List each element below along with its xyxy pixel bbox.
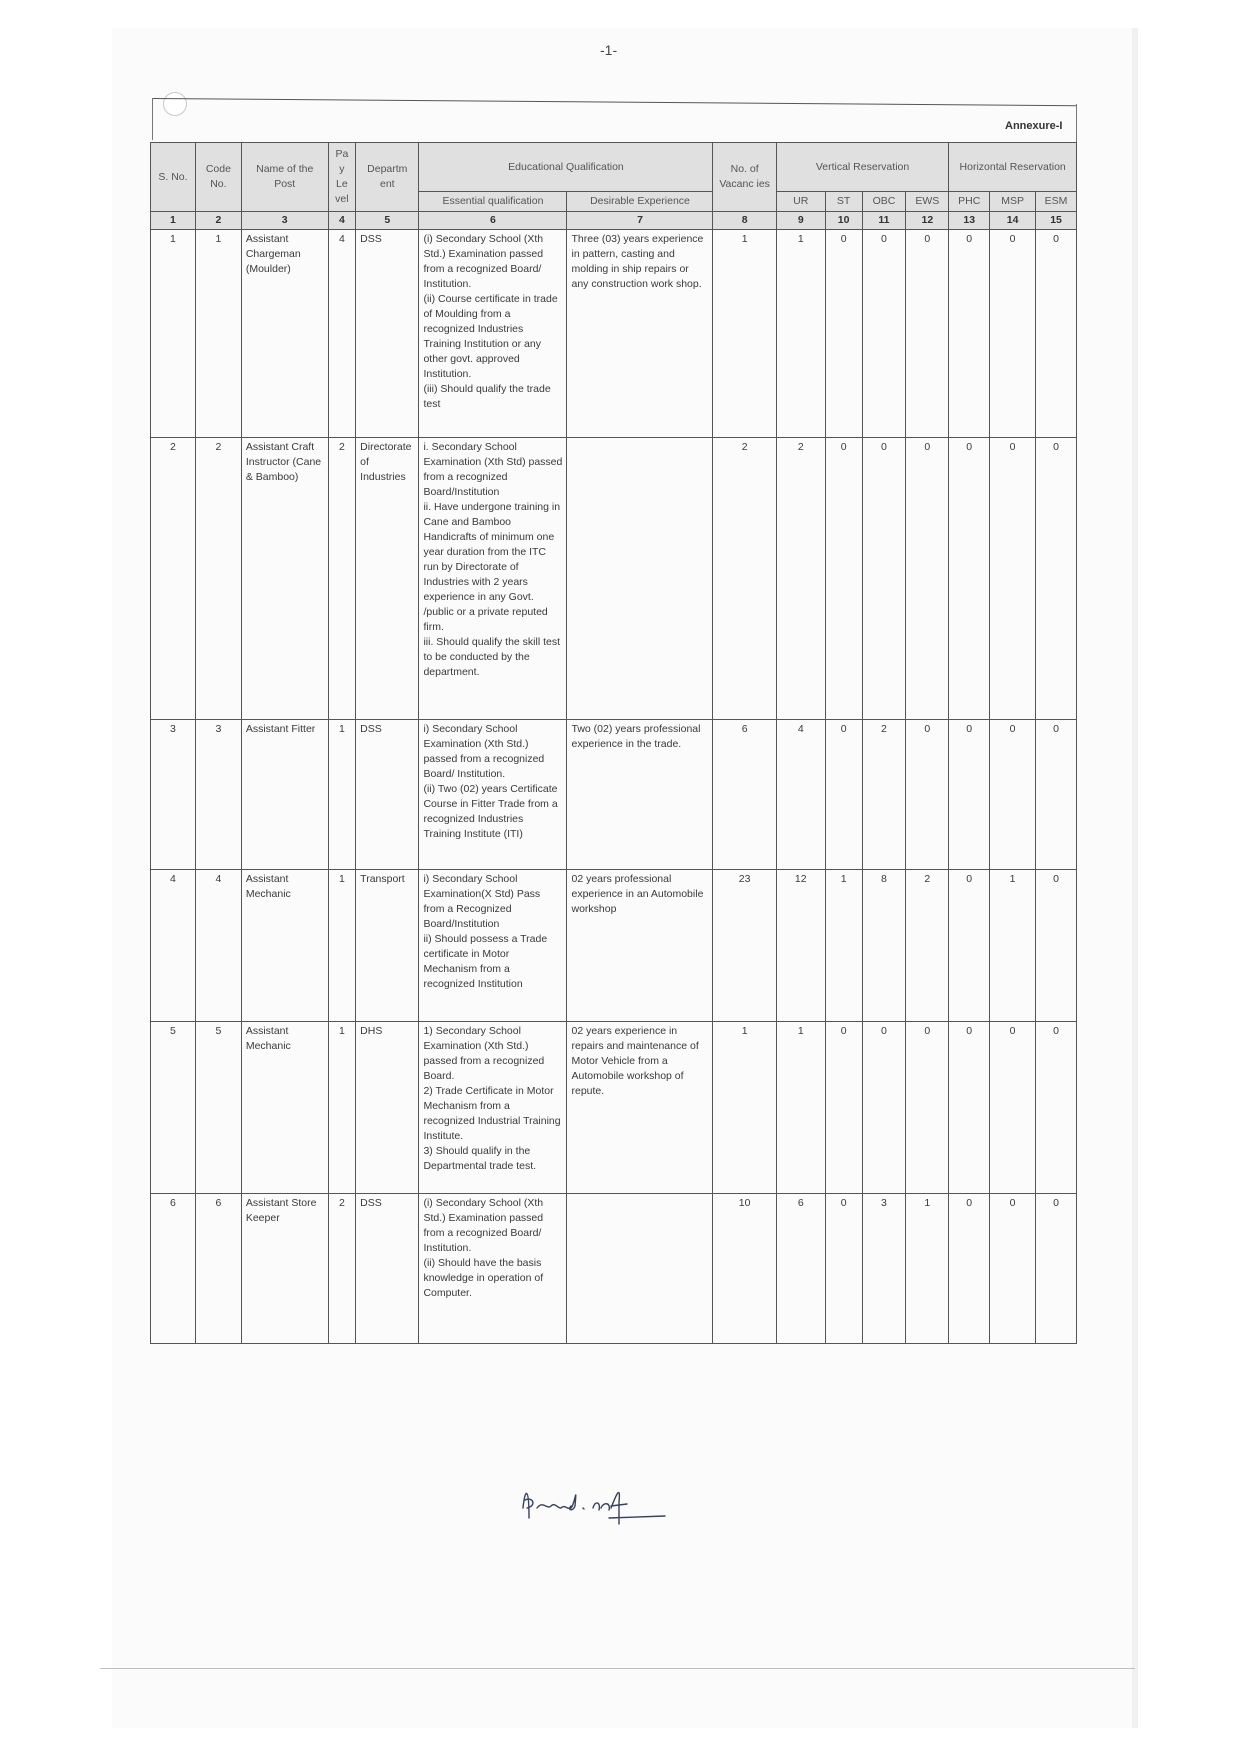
cell-esm: 0: [1036, 230, 1077, 438]
cell-s-no: 4: [151, 870, 196, 1022]
page-edge: [1132, 28, 1138, 1728]
cell-pay-level: 4: [328, 230, 356, 438]
cell-post-name: Assistant Chargeman (Moulder): [241, 230, 328, 438]
cell-msp: 0: [990, 1194, 1036, 1344]
column-number: 9: [776, 212, 825, 230]
cell-st: 0: [825, 720, 862, 870]
cell-ur: 6: [776, 1194, 825, 1344]
cell-ews: 1: [906, 1194, 949, 1344]
cell-msp: 0: [990, 720, 1036, 870]
cell-msp: 0: [990, 230, 1036, 438]
cell-essential-qualification: i. Secondary School Examination (Xth Std) passed from a recognized Board/Institution ii. Have undergone training in Cane and Bamboo Handicrafts of minimum one year duration from the ITC run by Directorate of Industries with 2 years experience in any Govt. /public or a private reputed firm. iii. Should qualify the skill test to be conducted by the department.: [419, 438, 567, 720]
cell-desirable-experience: [567, 438, 713, 720]
cell-code-no: 6: [195, 1194, 241, 1344]
cell-post-name: Assistant Store Keeper: [241, 1194, 328, 1344]
table-row: [151, 870, 1077, 1022]
signature: [515, 1478, 685, 1528]
table-row: [151, 230, 1077, 438]
column-number-row: [151, 212, 1077, 230]
cell-ews: 0: [906, 230, 949, 438]
column-number: 2: [195, 212, 241, 230]
cell-department: Transport: [356, 870, 419, 1022]
cell-pay-level: 2: [328, 1194, 356, 1344]
cell-desirable-experience: Two (02) years professional experience in the trade.: [567, 720, 713, 870]
cell-code-no: 1: [195, 230, 241, 438]
header-desirable-experience: Desirable Experience: [567, 192, 713, 212]
header-vertical-reservation: Vertical Reservation: [776, 143, 949, 192]
frame-right-border: [1076, 104, 1077, 142]
cell-essential-qualification: 1) Secondary School Examination (Xth Std.) passed from a recognized Board. 2) Trade Certificate in Motor Mechanism from a recognized Industrial Training Institute. 3) Should qualify in the Departmental trade test.: [419, 1022, 567, 1194]
cell-msp: 0: [990, 1022, 1036, 1194]
cell-ur: 1: [776, 1022, 825, 1194]
cell-post-name: Assistant Mechanic: [241, 1022, 328, 1194]
table-row: [151, 1194, 1077, 1344]
header-code-no: Code No.: [195, 143, 241, 212]
column-number: 1: [151, 212, 196, 230]
cell-msp: 1: [990, 870, 1036, 1022]
cell-obc: 8: [862, 870, 906, 1022]
table-row: [151, 438, 1077, 720]
cell-essential-qualification: i) Secondary School Examination (Xth Std.) passed from a recognized Board/ Institution. (ii) Two (02) years Certificate Course in Fitter Trade from a recognized Industries Training Institute (ITI): [419, 720, 567, 870]
vacancy-table: [150, 142, 1077, 1344]
page-number: -1-: [600, 42, 618, 58]
column-number: 13: [949, 212, 990, 230]
cell-s-no: 6: [151, 1194, 196, 1344]
cell-code-no: 4: [195, 870, 241, 1022]
cell-pay-level: 2: [328, 438, 356, 720]
cell-ews: 0: [906, 720, 949, 870]
cell-ur: 1: [776, 230, 825, 438]
header-msp: MSP: [990, 192, 1036, 212]
cell-post-name: Assistant Fitter: [241, 720, 328, 870]
cell-esm: 0: [1036, 438, 1077, 720]
cell-ur: 12: [776, 870, 825, 1022]
header-st: ST: [825, 192, 862, 212]
cell-essential-qualification: (i) Secondary School (Xth Std.) Examination passed from a recognized Board/ Institution. (ii) Should have the basis knowledge in operation of Computer.: [419, 1194, 567, 1344]
header-obc: OBC: [862, 192, 906, 212]
cell-msp: 0: [990, 438, 1036, 720]
column-number: 12: [906, 212, 949, 230]
cell-vacancies: 23: [713, 870, 776, 1022]
cell-esm: 0: [1036, 1022, 1077, 1194]
cell-desirable-experience: 02 years experience in repairs and maintenance of Motor Vehicle from a Automobile workshop of repute.: [567, 1022, 713, 1194]
cell-code-no: 5: [195, 1022, 241, 1194]
cell-obc: 2: [862, 720, 906, 870]
cell-s-no: 2: [151, 438, 196, 720]
cell-st: 1: [825, 870, 862, 1022]
cell-obc: 0: [862, 1022, 906, 1194]
cell-st: 0: [825, 230, 862, 438]
column-number: 15: [1036, 212, 1077, 230]
cell-obc: 0: [862, 230, 906, 438]
cell-ur: 4: [776, 720, 825, 870]
punch-hole: [163, 92, 187, 116]
header-ews: EWS: [906, 192, 949, 212]
cell-phc: 0: [949, 1194, 990, 1344]
cell-obc: 0: [862, 438, 906, 720]
column-number: 8: [713, 212, 776, 230]
column-number: 14: [990, 212, 1036, 230]
cell-department: Directorate of Industries: [356, 438, 419, 720]
cell-essential-qualification: (i) Secondary School (Xth Std.) Examination passed from a recognized Board/ Institution. (ii) Course certificate in trade of Moulding from a recognized Industries Training Institution or any other govt. approved Institution. (iii) Should qualify the trade test: [419, 230, 567, 438]
cell-essential-qualification: i) Secondary School Examination(X Std) Pass from a Recognized Board/Institution ii) Should possess a Trade certificate in Motor Mechanism from a recognized Institution: [419, 870, 567, 1022]
cell-pay-level: 1: [328, 1022, 356, 1194]
header-s-no: S. No.: [151, 143, 196, 212]
cell-s-no: 3: [151, 720, 196, 870]
cell-post-name: Assistant Craft Instructor (Cane & Bamboo): [241, 438, 328, 720]
cell-desirable-experience: [567, 1194, 713, 1344]
table-row: [151, 1022, 1077, 1194]
cell-phc: 0: [949, 870, 990, 1022]
column-number: 6: [419, 212, 567, 230]
cell-ews: 0: [906, 1022, 949, 1194]
cell-code-no: 3: [195, 720, 241, 870]
cell-post-name: Assistant Mechanic: [241, 870, 328, 1022]
column-number: 11: [862, 212, 906, 230]
cell-ews: 0: [906, 438, 949, 720]
cell-desirable-experience: 02 years professional experience in an Automobile workshop: [567, 870, 713, 1022]
cell-department: DSS: [356, 230, 419, 438]
cell-esm: 0: [1036, 1194, 1077, 1344]
cell-phc: 0: [949, 438, 990, 720]
header-phc: PHC: [949, 192, 990, 212]
cell-s-no: 5: [151, 1022, 196, 1194]
cell-vacancies: 1: [713, 230, 776, 438]
column-number: 7: [567, 212, 713, 230]
cell-ews: 2: [906, 870, 949, 1022]
header-department: Departm ent: [356, 143, 419, 212]
cell-st: 0: [825, 1022, 862, 1194]
cell-department: DSS: [356, 720, 419, 870]
annexure-label: Annexure-I: [1005, 120, 1063, 132]
cell-st: 0: [825, 438, 862, 720]
scan-bottom-edge: [100, 1668, 1135, 1669]
header-esm: ESM: [1036, 192, 1077, 212]
header-horizontal-reservation: Horizontal Reservation: [949, 143, 1077, 192]
cell-vacancies: 1: [713, 1022, 776, 1194]
column-number: 10: [825, 212, 862, 230]
cell-desirable-experience: Three (03) years experience in pattern, casting and molding in ship repairs or any construction work shop.: [567, 230, 713, 438]
frame-left-border: [152, 98, 153, 140]
cell-department: DSS: [356, 1194, 419, 1344]
cell-pay-level: 1: [328, 870, 356, 1022]
header-row-1: [151, 143, 1077, 192]
column-number: 5: [356, 212, 419, 230]
header-educational-qualification: Educational Qualification: [419, 143, 713, 192]
table-row: [151, 720, 1077, 870]
cell-code-no: 2: [195, 438, 241, 720]
cell-department: DHS: [356, 1022, 419, 1194]
cell-ur: 2: [776, 438, 825, 720]
header-essential-qualification: Essential qualification: [419, 192, 567, 212]
cell-phc: 0: [949, 230, 990, 438]
cell-phc: 0: [949, 1022, 990, 1194]
cell-esm: 0: [1036, 720, 1077, 870]
column-number: 4: [328, 212, 356, 230]
cell-esm: 0: [1036, 870, 1077, 1022]
header-no-of-vacancies: No. of Vacanc ies: [713, 143, 776, 212]
cell-st: 0: [825, 1194, 862, 1344]
cell-vacancies: 6: [713, 720, 776, 870]
header-pay-level: Pa y Le vel: [328, 143, 356, 212]
cell-pay-level: 1: [328, 720, 356, 870]
header-ur: UR: [776, 192, 825, 212]
cell-vacancies: 2: [713, 438, 776, 720]
cell-vacancies: 10: [713, 1194, 776, 1344]
cell-phc: 0: [949, 720, 990, 870]
cell-s-no: 1: [151, 230, 196, 438]
column-number: 3: [241, 212, 328, 230]
header-name-of-post: Name of the Post: [241, 143, 328, 212]
cell-obc: 3: [862, 1194, 906, 1344]
